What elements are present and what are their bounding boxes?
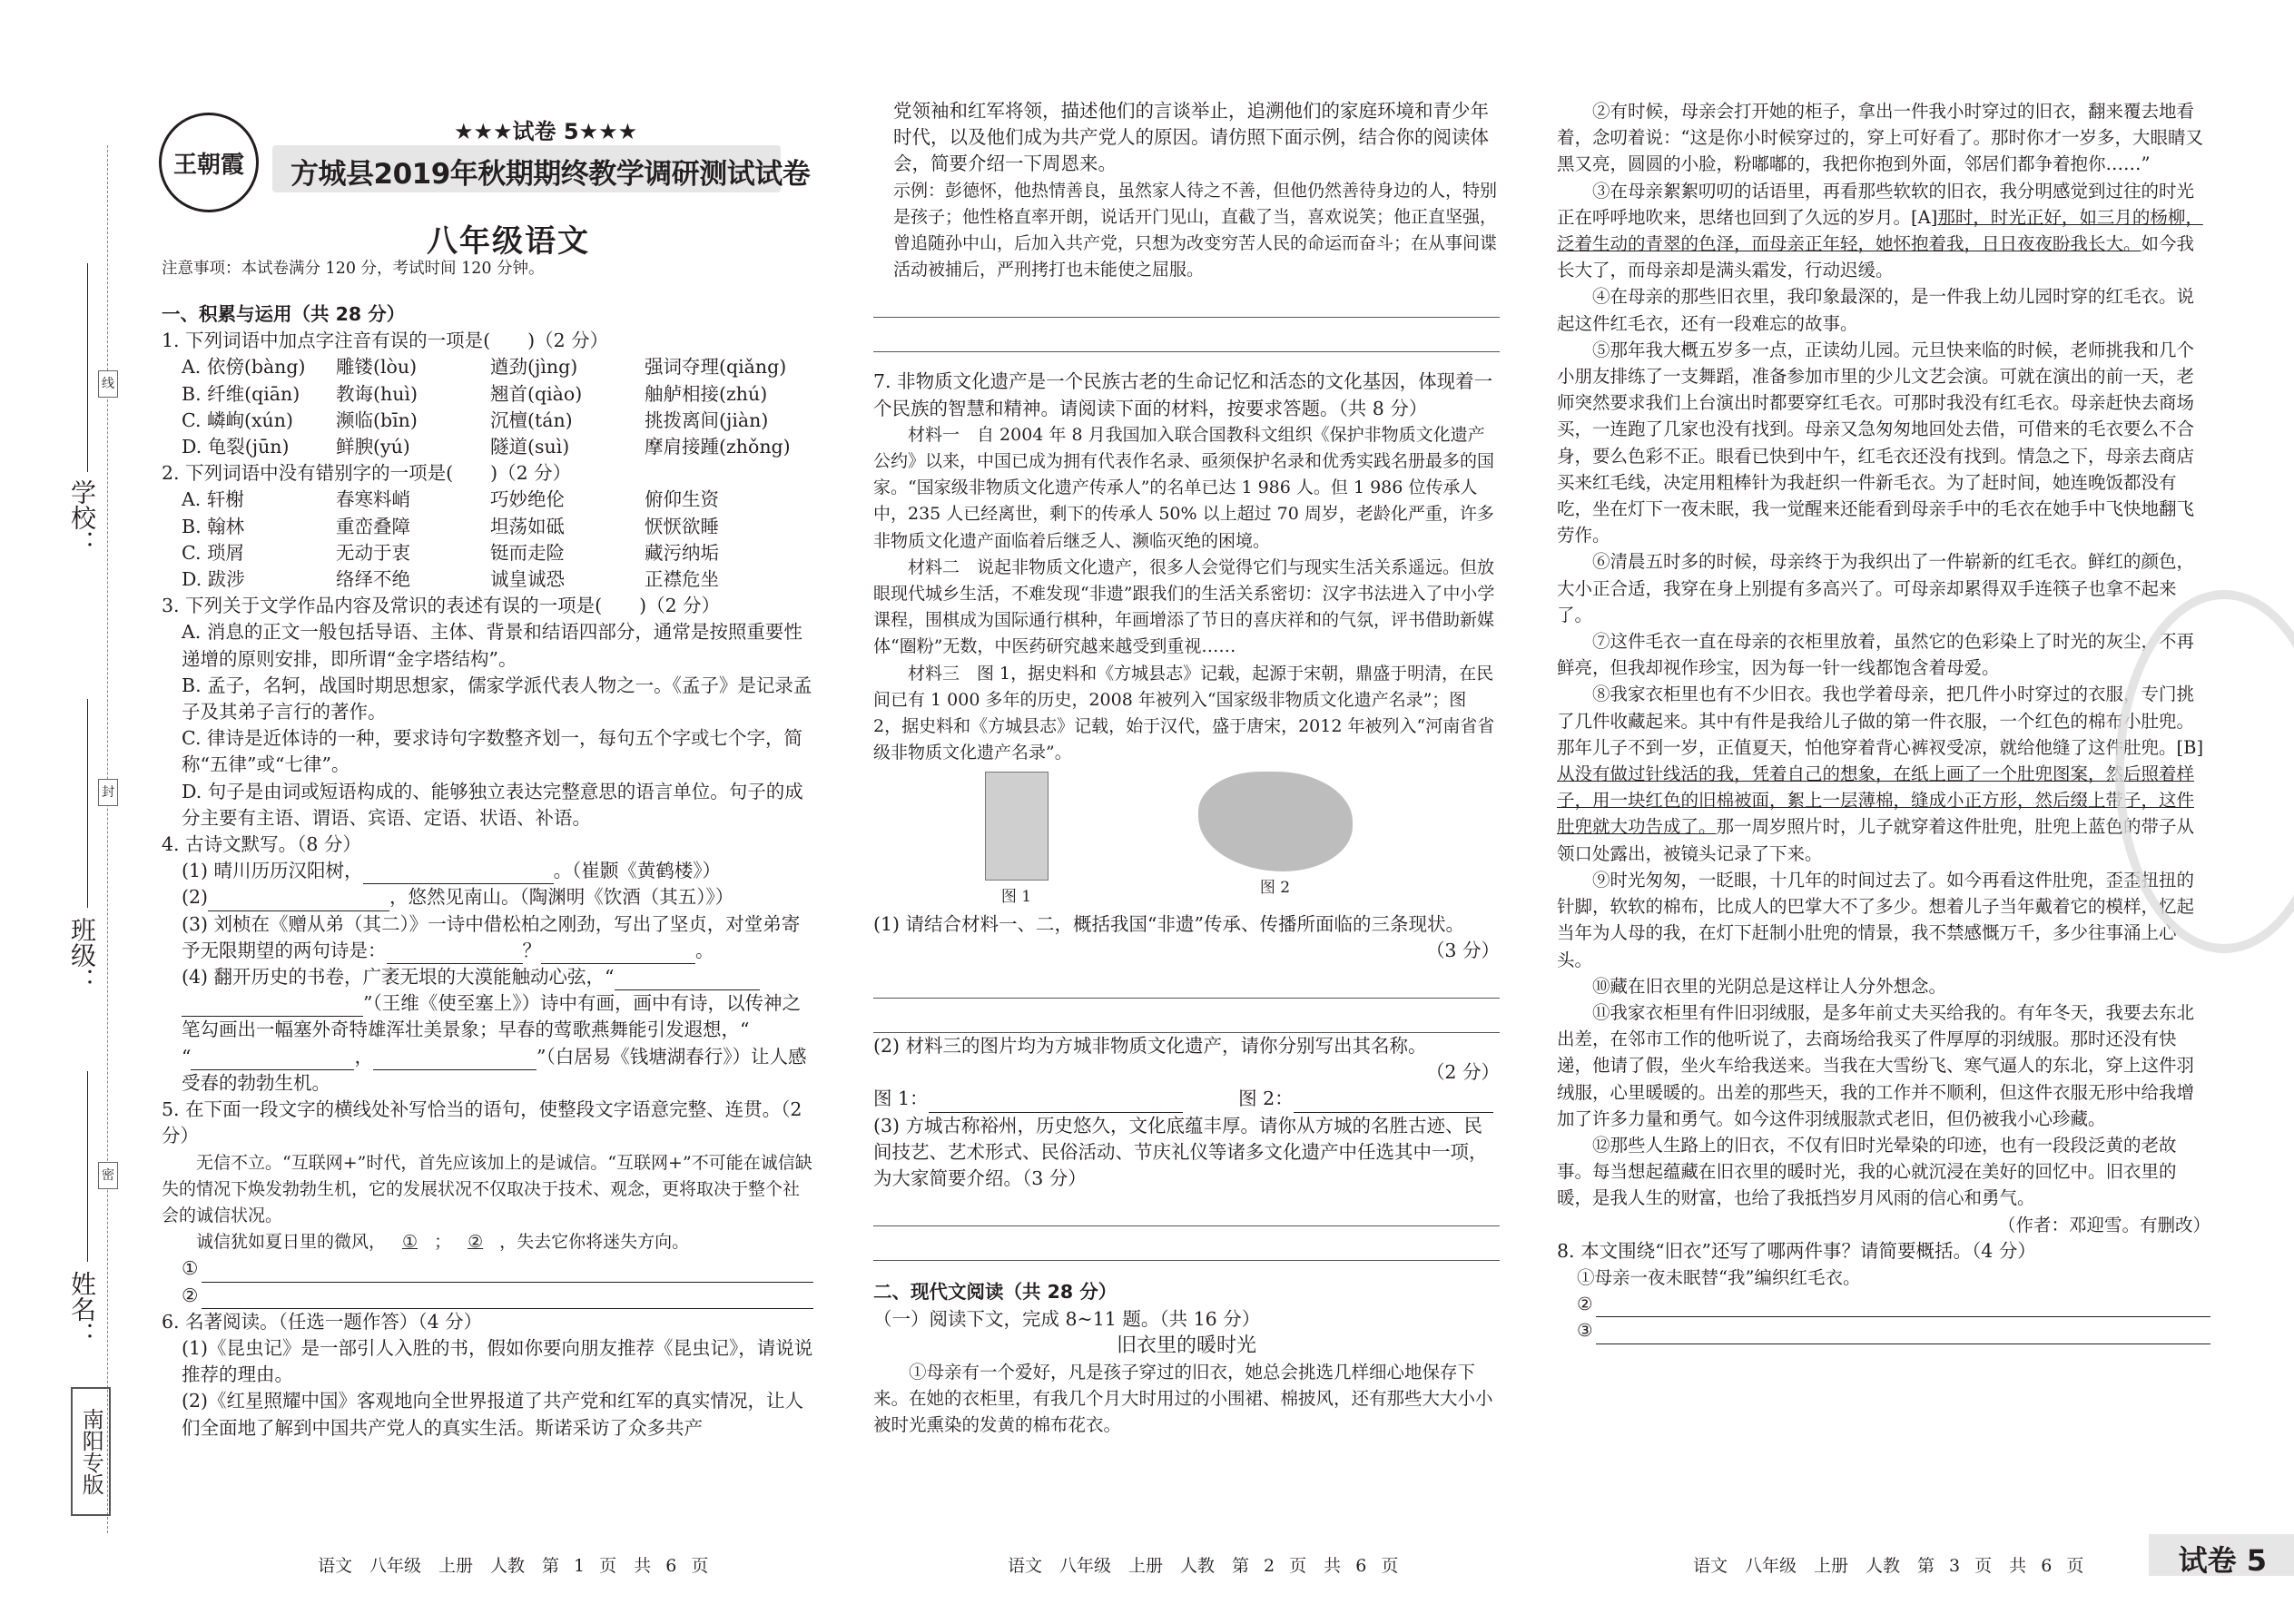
question-6: 6. 名著阅读。（任选一题作答）（4 分）	[162, 1310, 483, 1333]
subject-title: 八年级语文	[427, 223, 590, 260]
question-3: 3. 下列关于文学作品内容及常识的表述有误的一项是( )（2 分）	[162, 595, 721, 617]
reading-instruction: （一）阅读下文，完成 8~11 题。（共 16 分）	[873, 1307, 1261, 1330]
answer-blank[interactable]	[191, 1052, 354, 1070]
exam-title: 方城县2019年秋期期终教学调研测试试卷	[290, 158, 811, 191]
q1-option-c: C. 嶙峋(xún) 濒临(bīn) 沉檀(tán) 挑拨离间(jiàn)	[182, 408, 769, 431]
question-4: 4. 古诗文默写。（8 分）	[162, 833, 361, 856]
q1-option-d: D. 龟裂(jūn) 鲜腴(yú) 隧道(suì) 摩肩接踵(zhǒng)	[182, 436, 791, 458]
answer-line[interactable]	[873, 1192, 1500, 1226]
answer-line[interactable]	[873, 964, 1500, 999]
article-paragraph-8: ⑧我家衣柜里也有不少旧衣。我也学着母亲，把几件小时穿过的衣服，专门挑了几件收藏起来。其中有件是我给儿子做的第一件衣服，一个红色的棉布小肚兜。那年儿子不到一岁，正值夏天，怕他穿着背心裤衩受凉，就给他缝了这件肚兜。[B]从没有做过针线活的我，凭着自己的想象，在纸上画了一个肚兜图案，然后照着样子，用一块红色的旧棉被面，絮上一层薄棉，缝成小正方形，然后缀上带子，这件肚兜就大功告成了。那一周岁照片时，儿子就穿着这件肚兜，肚兜上蓝色的带子从领口处露出，被镜头记录了下来。	[1557, 684, 2204, 864]
q7-part-1: (1) 请结合材料一、二，概括我国“非遗”传承、传播所面临的三条现状。	[873, 912, 1465, 935]
question-5: 5. 在下面一段文字的横线处补写恰当的语句，使整段文字语意完整、连贯。（2 分）	[162, 1098, 802, 1147]
question-8: 8. 本文围绕“旧衣”还写了哪两件事？请简要概括。（4 分）	[1557, 1239, 2036, 1262]
q5-answer-1: ①	[162, 1255, 813, 1282]
figure-2: 图 2	[1198, 772, 1353, 910]
class-label: 班级：	[67, 917, 97, 993]
exam-notes: 注意事项：本试卷满分 120 分，考试时间 120 分钟。	[162, 260, 545, 278]
q7-part-2: (2) 材料三的图片均为方城非物质文化遗产，请你分别写出其名称。	[873, 1035, 1427, 1058]
material-2: 材料二 说起非物质文化遗产，很多人会觉得它们与现实生活关系遥远。但放眼现代城乡生活，不难发现“非遗”跟我们的生活关系密切：汉字书法进入了中小学课程，围棋成为国际通行棋种，年画增添了节日的喜庆祥和的气氛，评书借助新媒体“圈粉”无数，中医药研究越来越受到重视……	[873, 556, 1495, 657]
article-paragraph-10: ⑩藏在旧衣里的光阴总是这样让人分外想念。	[1592, 975, 1947, 997]
binding-line	[107, 145, 108, 1533]
answer-blank[interactable]	[929, 1095, 1183, 1113]
q4-item-1: (1) 晴川历历汉阳树， 。（崔颢《黄鹤楼》）	[162, 858, 813, 884]
q7-part-2-score: （2 分）	[1425, 1061, 1500, 1084]
name-label: 姓名：	[67, 1271, 97, 1347]
section-heading: 一、积累与运用（共 28 分）	[162, 303, 406, 325]
q8-answer-3: ③	[1557, 1317, 2210, 1343]
figure-1: 图 1	[985, 772, 1049, 910]
answer-line[interactable]	[873, 1226, 1500, 1261]
article-paragraph-6: ⑥清晨五时多的时候，母亲终于为我织出了一件崭新的红毛衣。鲜红的颜色，大小正合适，我穿在身上别提有多高兴了。可母亲却累得双手连筷子也拿不起来了。	[1557, 551, 2195, 625]
answer-blank[interactable]	[387, 946, 523, 964]
q2-option-a: A. 轩榭 春寒料峭 巧妙绝伦 俯仰生资	[182, 488, 719, 511]
page-2-footer: 语文 八年级 上册 人教 第 2 页 共 6 页	[1008, 1556, 1399, 1576]
answer-blank[interactable]	[373, 1052, 537, 1070]
q7-part-3: (3) 方城古称裕州，历史悠久，文化底蕴丰厚。请你从方城的名胜古迹、民间技艺、艺术形式、民俗活动、节庆礼仪等诸多文化遗产中任选其中一项，为大家简要介绍。（3 分）	[873, 1114, 1488, 1190]
answer-blank[interactable]	[363, 866, 554, 884]
article-paragraph-4: ④在母亲的那些旧衣里，我印象最深的，是一件我上幼儿园时穿的红毛衣。说起这件红毛衣，还有一段难忘的故事。	[1557, 286, 2195, 334]
page-1-footer: 语文 八年级 上册 人教 第 1 页 共 6 页	[318, 1556, 709, 1576]
q3-option-a: A. 消息的正文一般包括导语、主体、背景和结语四部分，通常是按照重要性递增的原则安排，即所谓“金字塔结构”。	[182, 621, 802, 670]
page-3-column	[1557, 98, 2210, 1344]
q8-answer-2: ②	[1557, 1291, 2210, 1317]
q5-passage: 无信不立。“互联网+”时代，首先应该加上的是诚信。“互联网+”不可能在诚信缺失的情况下焕发勃勃生机，它的发展状况不仅取决于技术、观念，更将取决于整个社会的诚信状况。	[162, 1152, 812, 1225]
answer-line[interactable]	[202, 1255, 813, 1282]
article-paragraph-2: ②有时候，母亲会打开她的柜子，拿出一件我小时穿过的旧衣，翻来覆去地看着，念叨着说：“这是你小时候穿过的，穿上可好看了。那时你才一岁多，大眼睛又黑又亮，圆圆的小脸，粉嘟嘟的，我把你抱到外面，邻居们都争着抱你……”	[1557, 101, 2203, 175]
q3-option-d: D. 句子是由词或短语构成的、能够独立表达完整意思的语言单位。句子的成分主要有主语、谓语、宾语、定语、状语、补语。	[182, 780, 803, 829]
article-paragraph-11: ⑪我家衣柜里有件旧羽绒服，是多年前丈夫买给我的。有年冬天，我要去东北出差，在邻市工作的他听说了，去商场给我买了件厚厚的羽绒服。那时还没有快递，他请了假，坐火车给我送来。当我在大雪纷飞、寒气逼人的东北，穿上这件羽绒服，心里暖暖的。出差的那些天，我的工作并不顺利，但这件衣服无形中给我增加了许多力量和勇气。如今这件羽绒服款式老旧，但仍被我小心珍藏。	[1557, 1001, 2195, 1129]
figures-row	[873, 766, 1500, 910]
q4-item-4: (4) 翻开历史的书卷，广袤无垠的大漠能触动心弦，“ ”（王维《使至塞上》）诗中有画，画中有诗，以传神之笔勾画出一幅塞外奇特雄浑壮美景象；早春的莺歌燕舞能引发遐想，“ “ ， ”（白居易《钱塘湖春行》）让人感受春的勃勃生机。	[182, 966, 807, 1094]
question-7: 7. 非物质文化遗产是一个民族古老的生命记忆和活态的文化基因，体现着一个民族的智慧和精神。请阅读下面的材料，按要求答题。（共 8 分）	[873, 370, 1493, 419]
school-label: 学校：	[67, 479, 97, 556]
article-paragraph-7: ⑦这件毛衣一直在母亲的衣柜里放着，虽然它的色彩染上了时光的灰尘，不再鲜亮，但我却视作珍宝，因为每一针一线都饱含着母爱。	[1557, 631, 2195, 679]
paper-badge: 试卷 5	[2178, 1543, 2267, 1578]
q1-option-b: B. 纤维(qiān) 教诲(huì) 翘首(qiào) 舳舻相接(zhú)	[182, 382, 768, 405]
article-paragraph-3: ③在母亲絮絮叨叨的话语里，再看那些软软的旧衣，我分明感觉到过往的时光正在呼呼地吹来，思绪也回到了久远的岁月。[A]那时，时光正好，如三月的杨柳，泛着生动的青翠的色泽，而母亲正年轻，她怀抱着我，日日夜夜盼我长大。如今我长大了，而母亲却是满头霜发，行动迟缓。	[1557, 180, 2203, 281]
page-1-column	[162, 292, 813, 1442]
article-title: 旧衣里的暖时光	[1116, 1334, 1256, 1357]
answer-line[interactable]	[873, 318, 1500, 352]
article-paragraph-5: ⑤那年我大概五岁多一点，正读幼儿园。元旦快来临的时候，老师挑我和几个小朋友排练了一支舞蹈，准备参加市里的少儿文艺会演。可就在演出的前一天，老师突然要求我们上台演出时都要穿红毛衣。可那时我没有红毛衣。母亲赶快去商场买，一连跑了几家也没有找到。母亲又急匆匆地回处去借，可借来的毛衣要么不合身，要么色彩不正。眼看已快到中午，红毛衣还没有找到。情急之下，母亲去商店买来红毛线，决定用粗棒针为我赶织一件新毛衣。为了赶时间，她连晚饭都没有吃，坐在灯下一夜未眠，我一觉醒来还能看到母亲手中的毛衣在她手中飞快地翻飞劳作。	[1557, 339, 2195, 546]
article-author: （作者：邓迎雪。有删改）	[1997, 1214, 2210, 1235]
article-paragraph-9: ⑨时光匆匆，一眨眼，十几年的时间过去了。如今再看这件肚兜，歪歪扭扭的针脚，软软的棉布，比成人的巴掌大不了多少。想着儿子当年戴着它的模样，忆起当年为人母的我，在灯下赶制小肚兜的情景，我不禁感慨万千，多少往事涌上心头。	[1557, 869, 2195, 970]
page-2-column	[873, 98, 1500, 1439]
material-1: 材料一 自 2004 年 8 月我国加入联合国教科文组织《保护非物质文化遗产公约》以来，中国已成为拥有代表作名录、亟须保护名录和优秀实践名册最多的国家。“国家级非物质文化遗产传承人”的名单已达 1 986 人。但 1 986 位传承人中，235 人已经离世，剩下的传承人 50% 以上超过 70 周岁，老龄化严重，许多非物质文化遗产面临着后继乏人、濒临灭绝的困境。	[873, 424, 1495, 551]
q8-answer-1: ①母亲一夜未眠替“我”编织红毛衣。	[1577, 1266, 1861, 1288]
q2-option-c: C. 琐屑 无动于衷 铤而走险 藏污纳垢	[182, 541, 719, 564]
q3-option-b: B. 孟子，名轲，战国时期思想家，儒家学派代表人物之一。《孟子》是记录孟子及其弟子言行的著作。	[182, 674, 812, 723]
material-3: 材料三 图 1，据史料和《方城县志》记载，起源于宋朝，鼎盛于明清，在民间已有 1 000 多年的历史，2008 年被列入“国家级非物质文化遗产名录”；图 2，据史料和《方城县志》记载，始于汉代，盛于唐宋，2012 年被列入“河南省省级非物质文化遗产名录”。	[873, 663, 1495, 763]
q6-option-2: (2)《红星照耀中国》客观地向全世界报道了共产党和红军的真实情况，让人们全面地了解到中国共产党人的真实生活。斯诺采访了众多共产	[182, 1390, 804, 1439]
binding-mark-line: 线	[98, 370, 118, 398]
name-line	[87, 1071, 88, 1262]
q5-sentence: 诚信犹如夏日里的微风， ① ； ② ，失去它你将迷失方向。	[196, 1232, 690, 1253]
edition-label: 南阳专版	[71, 1387, 111, 1516]
binding-mark-secret: 密	[98, 1162, 118, 1189]
question-2: 2. 下列词语中没有错别字的一项是( )（2 分）	[162, 462, 572, 485]
school-line	[87, 263, 88, 472]
answer-line[interactable]	[1596, 1291, 2210, 1317]
answer-blank[interactable]	[615, 972, 760, 990]
figure-2-image	[1198, 772, 1353, 871]
paper-tag: ★★★试卷 5★★★	[454, 119, 638, 144]
answer-line[interactable]	[202, 1283, 813, 1309]
article-paragraph-12: ⑫那些人生路上的旧衣，不仅有旧时光晕染的印迹，也有一段段泛黄的老故事。每当想起蕴藏在旧衣里的暖时光，我的心就沉浸在美好的回忆中。旧衣里的暖，是我人生的财富，也给了我抵挡岁月风雨的信心和勇气。	[1557, 1134, 2177, 1209]
q6-option-1: (1)《昆虫记》是一部引人入胜的书，假如你要向朋友推荐《昆虫记》，请说说推荐的理由。	[182, 1336, 813, 1386]
q5-answer-2: ②	[162, 1283, 813, 1309]
page-3-footer: 语文 八年级 上册 人教 第 3 页 共 6 页	[1693, 1556, 2084, 1576]
class-line	[87, 699, 88, 908]
q1-option-a: A. 依傍(bàng) 雕镂(lòu) 遒劲(jìng) 强词夺理(qiǎng)	[182, 356, 787, 379]
answer-blank[interactable]	[541, 946, 695, 964]
q4-item-2: (2) ，悠然见南山。（陶渊明《饮酒（其五）》）	[162, 884, 813, 910]
q7-part-1-score: （3 分）	[1425, 939, 1500, 961]
q6-example: 示例：彭德怀，他热情善良，虽然家人待之不善，但他仍然善待身边的人，特别是孩子；他性格直率开朗，说话开门见山，直截了当，喜欢说笑；他正直坚强，曾追随孙中山，后加入共产党，只想为改变穷苦人民的命运而奋斗；在从事间谍活动被捕后，严刑拷打也未能使之屈服。	[893, 180, 1498, 281]
answer-line[interactable]	[1596, 1317, 2210, 1343]
q2-option-b: B. 翰林 重峦叠障 坦荡如砥 恹恹欲睡	[182, 515, 719, 537]
answer-blank[interactable]	[1294, 1095, 1493, 1113]
section-heading: 二、现代文阅读（共 28 分）	[873, 1281, 1117, 1304]
binding-mark-seal: 封	[98, 779, 118, 806]
publisher-logo: 王朝霞	[159, 113, 259, 212]
article-paragraph-1: ①母亲有一个爱好，凡是孩子穿过的旧衣，她总会挑选几样细心地保存下来。在她的衣柜里，有我几个月大时用过的小围裙、棉披风，还有那些大大小小被时光熏染的发黄的棉布花衣。	[873, 1361, 1493, 1436]
figure-1-image	[985, 772, 1049, 881]
answer-blank[interactable]	[182, 999, 363, 1017]
q6-continued: 党领袖和红军将领，描述他们的言谈举止，追溯他们的家庭环境和青少年时代，以及他们成为共产党人的原因。请仿照下面示例，结合你的阅读体会，简要介绍一下周恩来。	[893, 100, 1489, 175]
q4-item-3: (3) 刘桢在《赠从弟（其二）》一诗中借松柏之刚劲，写出了坚贞，对堂弟寄予无限期望的两句诗是： ？ 。	[162, 911, 813, 964]
q2-option-d: D. 跋涉 络绎不绝 诚皇诚恐 正襟危坐	[182, 568, 719, 591]
q7-part-2-answers: 图 1： 图 2：	[873, 1086, 1500, 1112]
answer-line[interactable]	[873, 999, 1500, 1033]
q3-option-c: C. 律诗是近体诗的一种，要求诗句字数整齐划一，每句五个字或七个字，简称“五律”或“七律”。	[182, 727, 802, 776]
answer-line[interactable]	[873, 283, 1500, 318]
question-1: 1. 下列词语中加点字注音有误的一项是( )（2 分）	[162, 330, 609, 352]
answer-blank[interactable]	[208, 893, 389, 911]
